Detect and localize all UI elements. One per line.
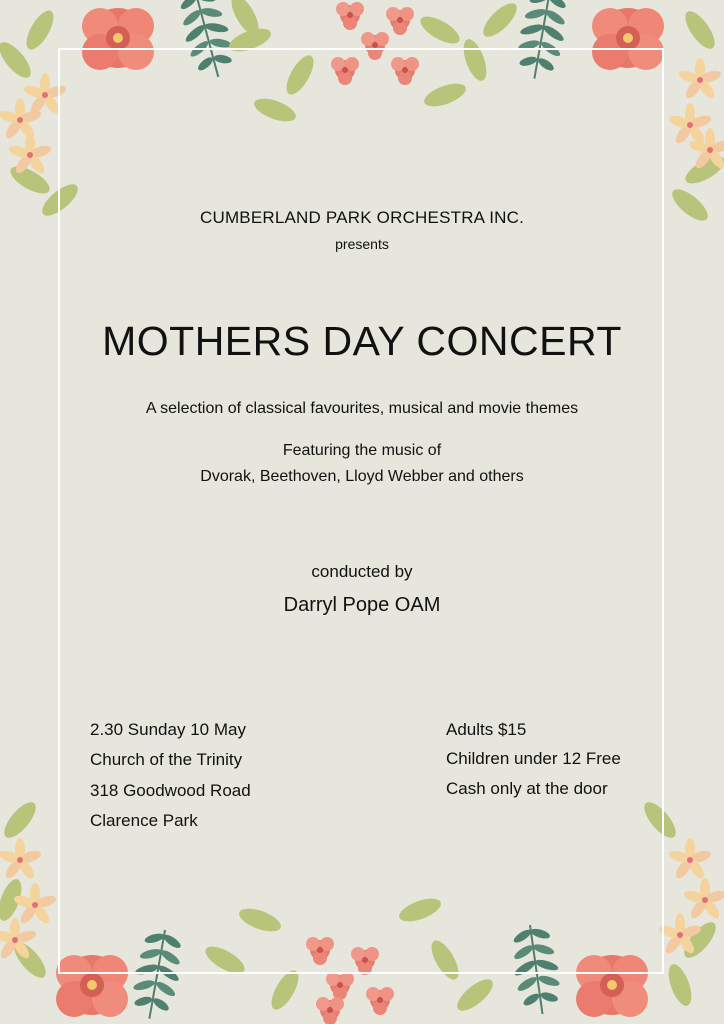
organization-name: CUMBERLAND PARK ORCHESTRA INC. <box>199 208 524 227</box>
event-time: 2.30 Sunday 10 May <box>90 720 246 739</box>
event-description: A selection of classical favourites, musical and movie themes <box>145 400 579 417</box>
conducted-by-label: conducted by <box>311 562 413 581</box>
composers-list: Dvorak, Beethoven, Lloyd Webber and others <box>200 468 524 485</box>
venue-name: Church of the Trinity <box>90 750 243 769</box>
adult-price: Adults $15 <box>446 720 527 739</box>
payment-note: Cash only at the door <box>446 779 608 798</box>
children-price: Children under 12 Free <box>446 749 621 768</box>
presents-label: presents <box>335 236 389 252</box>
venue-suburb: Clarence Park <box>90 811 198 830</box>
white-frame-border <box>58 48 664 974</box>
featuring-label: Featuring the music of <box>282 442 442 459</box>
conductor-name: Darryl Pope OAM <box>283 594 441 616</box>
venue-address: 318 Goodwood Road <box>90 781 251 800</box>
event-title: MOTHERS DAY CONCERT <box>102 318 622 364</box>
